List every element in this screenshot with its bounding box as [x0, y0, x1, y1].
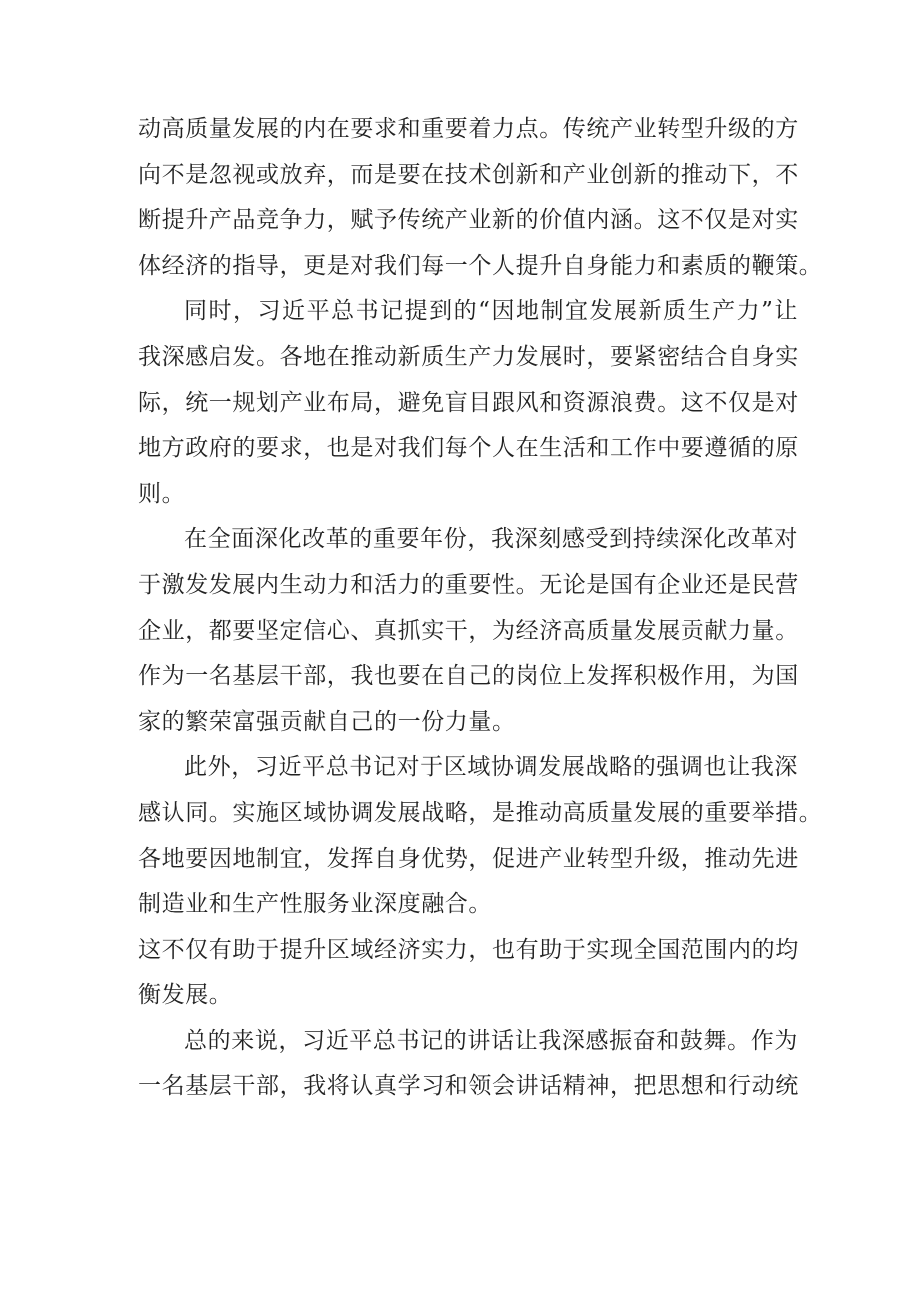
- document-body: [138, 107, 823, 1110]
- text-line: 则。: [138, 480, 186, 507]
- paragraph: [138, 928, 798, 1019]
- text-line: 此外，习近平总书记对于区域协调发展战略的强调也让我深: [184, 754, 798, 781]
- text-line: 断提升产品竞争力，赋予传统产业新的价值内涵。这不仅是对实: [138, 207, 799, 234]
- text-line: 际，统一规划产业布局，避免盲目跟风和资源浪费。这不仅是对: [138, 389, 799, 416]
- paragraph: [138, 745, 823, 927]
- text-line: 一名基层干部，我将认真学习和领会讲话精神，把思想和行动统: [138, 1073, 799, 1100]
- text-line: 地方政府的要求，也是对我们每个人在生活和工作中要遵循的原: [138, 435, 799, 462]
- text-line: 同时，习近平总书记提到的“因地制宜发展新质生产力”让: [184, 298, 798, 325]
- text-line: 企业，都要坚定信心、真抓实干，为经济高质量发展贡献力量。: [138, 617, 799, 644]
- text-line: 各地要因地制宜，发挥自身优势，促进产业转型升级，推动先进: [138, 845, 799, 872]
- text-line: 在全面深化改革的重要年份，我深刻感受到持续深化改革对: [184, 526, 798, 553]
- text-line: 体经济的指导，更是对我们每一个人提升自身能力和素质的鞭策。: [138, 252, 823, 279]
- paragraph: [138, 289, 798, 517]
- text-line: 动高质量发展的内在要求和重要着力点。传统产业转型升级的方: [138, 116, 799, 142]
- text-line: 我深感启发。各地在推动新质生产力发展时，要紧密结合自身实: [138, 343, 799, 370]
- paragraph: [138, 517, 798, 745]
- text-line: 感认同。实施区域协调发展战略，是推动高质量发展的重要举措。: [138, 799, 823, 826]
- text-line: 向不是忽视或放弃，而是要在技术创新和产业创新的推动下，不: [138, 161, 799, 188]
- text-line: 于激发发展内生动力和活力的重要性。无论是国有企业还是民营: [138, 571, 799, 598]
- paragraph: [138, 107, 823, 289]
- text-line: 这不仅有助于提升区域经济实力，也有助于实现全国范围内的均: [138, 936, 799, 963]
- text-line: 家的繁荣富强贡献自己的一份力量。: [138, 708, 516, 735]
- text-line: 衡发展。: [138, 982, 233, 1009]
- text-line: 总的来说，习近平总书记的讲话让我深感振奋和鼓舞。作为: [184, 1027, 798, 1054]
- paragraph: [138, 1019, 798, 1110]
- text-line: 作为一名基层干部，我也要在自己的岗位上发挥积极作用，为国: [138, 663, 799, 690]
- text-line: 制造业和生产性服务业深度融合。: [138, 891, 492, 918]
